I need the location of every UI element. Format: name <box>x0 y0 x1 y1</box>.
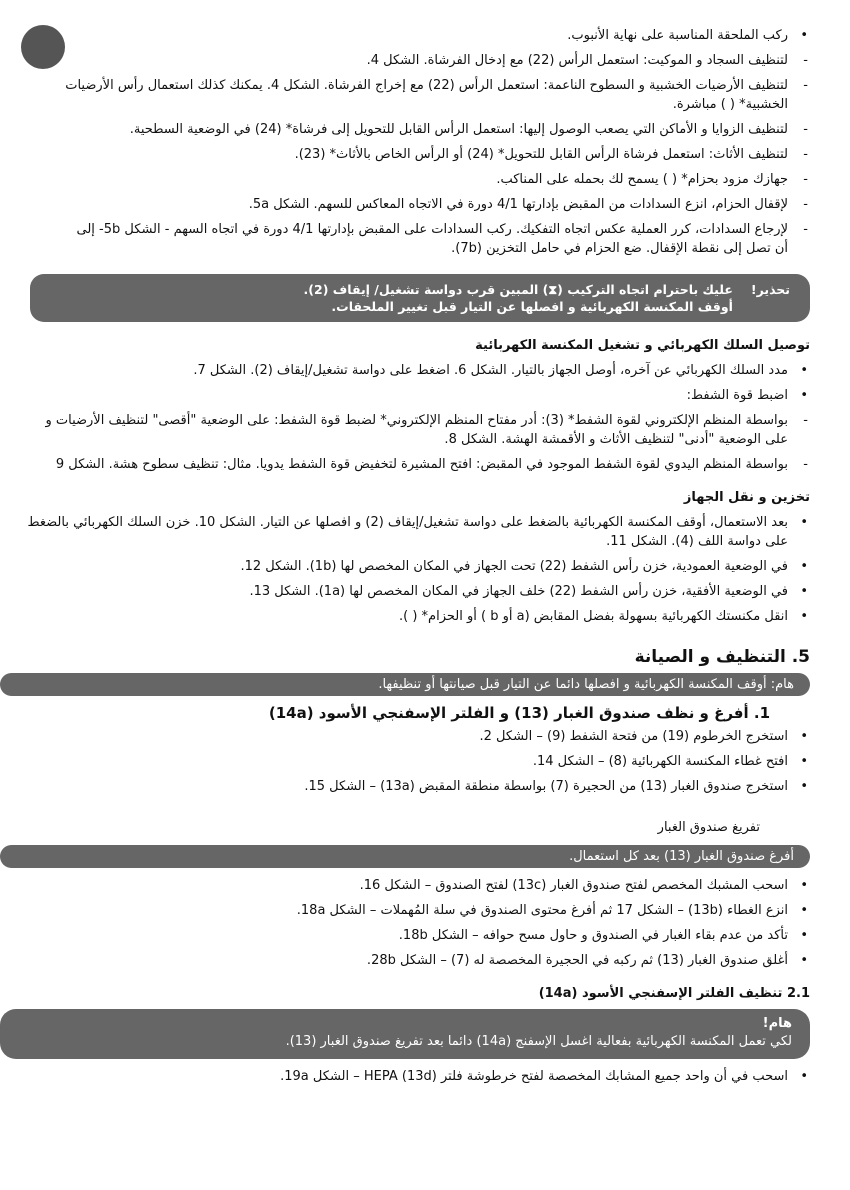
filter-important-box <box>0 1009 810 1059</box>
section5-title: 5. التنظيف و الصيانة <box>634 647 810 667</box>
list-item: • اسحب المشبك المخصص لفتح صندوق الغبار (13c) لفتح الصندوق – الشكل 16. <box>22 876 810 895</box>
list-item: - لإقفال الحزام، انزع السدادات من المقبض بإدارتها 4/1 دورة في الاتجاه المعاكس للسهم. الشكل 5a. <box>22 195 810 214</box>
list-item: • انقل مكنستك الكهربائية بسهولة بفضل المقابض (a أو b ) أو الحزام* ( ). <box>22 607 810 626</box>
step1-title: 1. أفرغ و نظف صندوق الغبار (13) و الفلتر الإسفنجي الأسود (14a) <box>268 704 770 722</box>
list-item: • افتح غطاء المكنسة الكهربائية (8) – الشكل 14. <box>22 752 810 771</box>
important-bar: هام: أوقف المكنسة الكهربائية و افصلها دائما عن التيار قبل صيانتها أو تنظيفها. <box>0 673 810 696</box>
list-item: - لتنظيف الأثاث: استعمل فرشاة الرأس القابل للتحويل* (24) أو الرأس الخاص بالأثاث* (23). <box>22 145 810 164</box>
list-item: • استخرج صندوق الغبار (13) من الحجيرة (7) بواسطة منطقة المقبض (13a) – الشكل 15. <box>22 777 810 796</box>
step1-list <box>22 727 810 796</box>
warning-box <box>30 274 810 322</box>
filter-list <box>22 1067 810 1086</box>
list-item: • استخرج الخرطوم (19) من فتحة الشفط (9) – الشكل 2. <box>22 727 810 746</box>
list-item: • مدد السلك الكهربائي عن آخره، أوصل الجهاز بالتيار. الشكل 6. اضغط على دواسة تشغيل/إيقاف (2). الشكل 7. <box>22 361 810 380</box>
warning-label: تحذير! <box>750 282 790 297</box>
list-item: - بواسطة المنظم الإلكتروني لقوة الشفط* (3): أدر مفتاح المنظم الإلكتروني* لضبط قوة الشفط: على الوضعية "أقصى" لتنظيف الأرضيات و على الوضعية "أدنى" لتنظيف الأثاث و الأقمشة الهشة. الشكل 8. <box>22 411 810 449</box>
list-item: • اضبط قوة الشفط: <box>22 386 810 405</box>
list-item: • أغلق صندوق الغبار (13) ثم ركبه في الحجيرة المخصصة له (7) – الشكل 28b. <box>22 951 810 970</box>
list-item: - بواسطة المنظم اليدوي لقوة الشفط الموجود في المقبض: افتح المشيرة لتخفيض قوة الشفط يدويا. مثال: تنظيف سطوح هشة. الشكل 9 <box>22 455 810 474</box>
list-item: - لتنظيف الزوايا و الأماكن التي يصعب الوصول إليها: استعمل الرأس القابل للتحويل إلى فرشاة* (24) في الوضعية السطحية. <box>22 120 810 139</box>
storage-heading: تخزين و نقل الجهاز <box>683 490 810 505</box>
list-item: - لتنظيف الأرضيات الخشبية و السطوح الناعمة: استعمل الرأس (22) مع إخراج الفرشاة. الشكل 4. يمكنك كذلك استعمال رأس الأرضيات الخشبية* ( ) مباشرة. <box>22 76 810 114</box>
list-item: • انزع الغطاء (13b) – الشكل 17 ثم أفرغ محتوى الصندوق في سلة المُهملات – الشكل 18a. <box>22 901 810 920</box>
warning-line-1: عليك باحترام اتجاه التركيب (⧗) المبين قرب دواسة تشغيل/ إيقاف (2). <box>303 282 733 297</box>
list-item: • في الوضعية الأفقية، خزن رأس الشفط (22) خلف الجهاز في المكان المخصص لها (1a). الشكل 13. <box>22 582 810 601</box>
list-item: • تأكد من عدم بقاء الغبار في الصندوق و حاول مسح حوافه – الشكل 18b. <box>22 926 810 945</box>
list-item: • ركب الملحقة المناسبة على نهاية الأنبوب. <box>22 26 810 45</box>
filter-important-text: لكي تعمل المكنسة الكهربائية بفعالية اغسل الإسفنج (14a) دائما بعد تفريغ صندوق الغبار (13). <box>285 1034 792 1049</box>
connect-heading: توصيل السلك الكهربائي و تشغيل المكنسة الكهربائية <box>475 338 810 353</box>
list-item: - جهازك مزود بحزام* ( ) يسمح لك بحمله على المناكب. <box>22 170 810 189</box>
storage-list <box>22 513 810 626</box>
list-item: • بعد الاستعمال، أوقف المكنسة الكهربائية بالضغط على دواسة تشغيل/إيقاف (2) و افصلها عن التيار. الشكل 10. خزن السلك الكهربائي بالضغط على دواسة اللف (4). الشكل 11. <box>22 513 810 551</box>
list-item: • في الوضعية العمودية، خزن رأس الشفط (22) تحت الجهاز في المكان المخصص لها (1b). الشكل 12. <box>22 557 810 576</box>
empty-dust-bar: أفرغ صندوق الغبار (13) بعد كل استعمال. <box>0 845 810 868</box>
empty-dust-list <box>22 876 810 970</box>
empty-dust-title: تفريغ صندوق الغبار <box>657 820 760 835</box>
manual-page <box>22 26 810 1092</box>
list-item: • اسحب في أن واحد جميع المشابك المخصصة لفتح خرطوشة فلتر HEPA (13d) – الشكل 19a. <box>22 1067 810 1086</box>
filter-important-title: هام! <box>762 1016 792 1031</box>
list-item: - لإرجاع السدادات، كرر العملية عكس اتجاه التفكيك. ركب السدادات على المقبض بإدارتها 4/1 دورة في اتجاه السهم - الشكل 5b- إلى أن تصل إلى نقطة الإقفال. ضع الحزام في حامل التخزين (7b). <box>22 220 810 258</box>
list-item: - لتنظيف السجاد و الموكيت: استعمل الرأس (22) مع إدخال الفرشاة. الشكل 4. <box>22 51 810 70</box>
filter-heading: 2.1 تنظيف الفلتر الإسفنجي الأسود (14a) <box>538 986 810 1001</box>
accessory-instructions-list <box>22 26 810 258</box>
warning-line-2: أوقف المكنسة الكهربائية و افصلها عن التيار قبل تغيير الملحقات. <box>331 299 733 314</box>
connect-list <box>22 361 810 474</box>
